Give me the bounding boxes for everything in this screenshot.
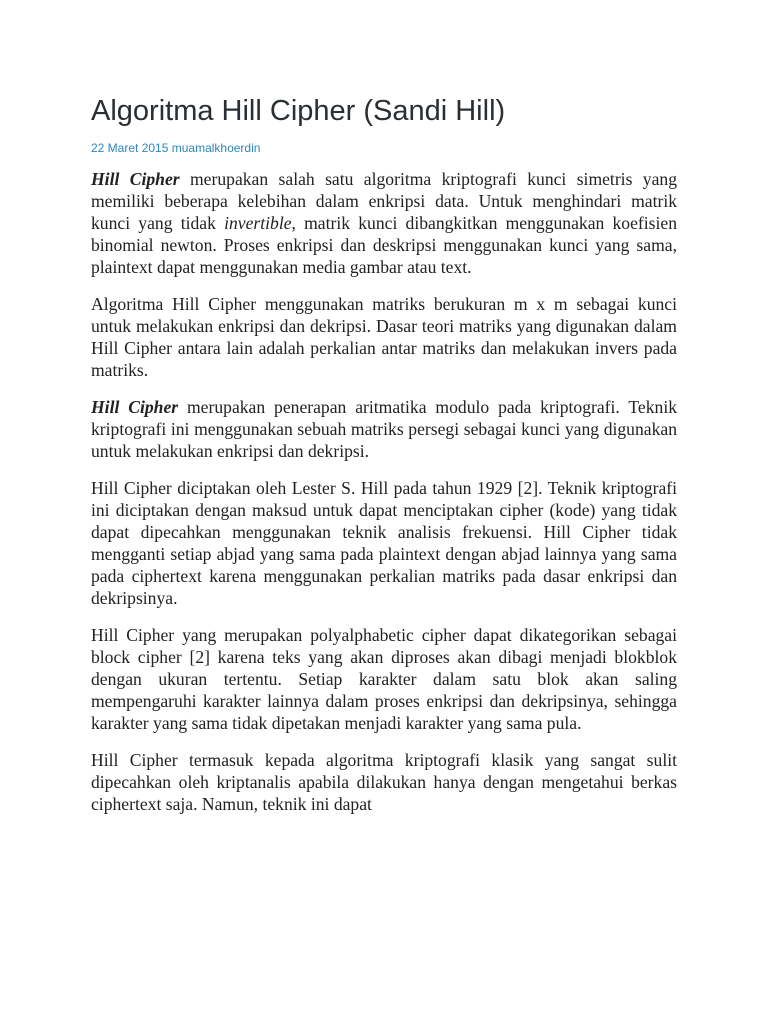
article-title: Algoritma Hill Cipher (Sandi Hill) — [91, 95, 506, 127]
paragraph-1-lead: Hill Cipher — [91, 169, 180, 189]
article-meta — [91, 140, 677, 156]
paragraph-3 — [91, 396, 677, 462]
paragraph-5: Hill Cipher yang merupakan polyalphabetic cipher dapat dikategorikan sebagai block cipher [2] karena teks yang akan diproses akan dibagi menjadi blokblok dengan ukuran tertentu. Setiap karakter dalam satu blok akan saling mempengaruhi karakter lainnya dalam proses enkripsi dan dekripsinya, sehingga karakter yang sama tidak dipetakan menjadi karakter yang sama pula. — [91, 625, 677, 733]
paragraph-3-lead: Hill Cipher — [91, 397, 179, 417]
paragraph-1 — [91, 168, 677, 278]
paragraph-1-text-a: merupakan salah satu algoritma kriptografi kunci simetris yang memiliki beberapa kelebihan dalam enkripsi data. Untuk menghindari matrik kunci yang tidak — [91, 169, 678, 233]
paragraph-2: Algoritma Hill Cipher menggunakan matriks berukuran m x m sebagai kunci untuk melakukan enkripsi dan dekripsi. Dasar teori matriks yang digunakan dalam Hill Cipher antara lain adalah perkalian antar matriks dan melakukan invers pada matriks. — [91, 294, 677, 380]
paragraph-6: Hill Cipher termasuk kepada algoritma kriptografi klasik yang sangat sulit dipecahkan oleh kriptanalis apabila dilakukan hanya dengan mengetahui berkas ciphertext saja. Namun, teknik ini dapat — [91, 750, 677, 814]
article — [91, 92, 677, 830]
paragraph-4: Hill Cipher diciptakan oleh Lester S. Hill pada tahun 1929 [2]. Teknik kriptografi ini diciptakan dengan maksud untuk dapat menciptakan cipher (kode) yang tidak dapat dipecahkan menggunakan teknik analisis frekuensi. Hill Cipher tidak mengganti setiap abjad yang sama pada plaintext dengan abjad lainnya yang sama pada ciphertext karena menggunakan perkalian matriks pada dasar enkripsi dan dekripsinya. — [91, 478, 677, 608]
paragraph-3-text: merupakan penerapan aritmatika modulo pada kriptografi. Teknik kriptografi ini menggunakan sebuah matriks persegi sebagai kunci yang digunakan untuk melakukan enkripsi dan dekripsi. — [91, 397, 677, 461]
paragraph-1-emphasis: invertible — [224, 213, 292, 233]
article-body — [91, 168, 677, 815]
paragraph-1-text-b: , matrik kunci dibangkitkan menggunakan koefisien binomial newton. Proses enkripsi dan deskripsi menggunakan kunci yang sama, plaintext dapat menggunakan media gambar atau text. — [91, 213, 677, 277]
article-date-link[interactable]: 22 Maret 2015 — [91, 141, 169, 155]
article-author-link[interactable]: muamalkhoerdin — [171, 141, 261, 155]
